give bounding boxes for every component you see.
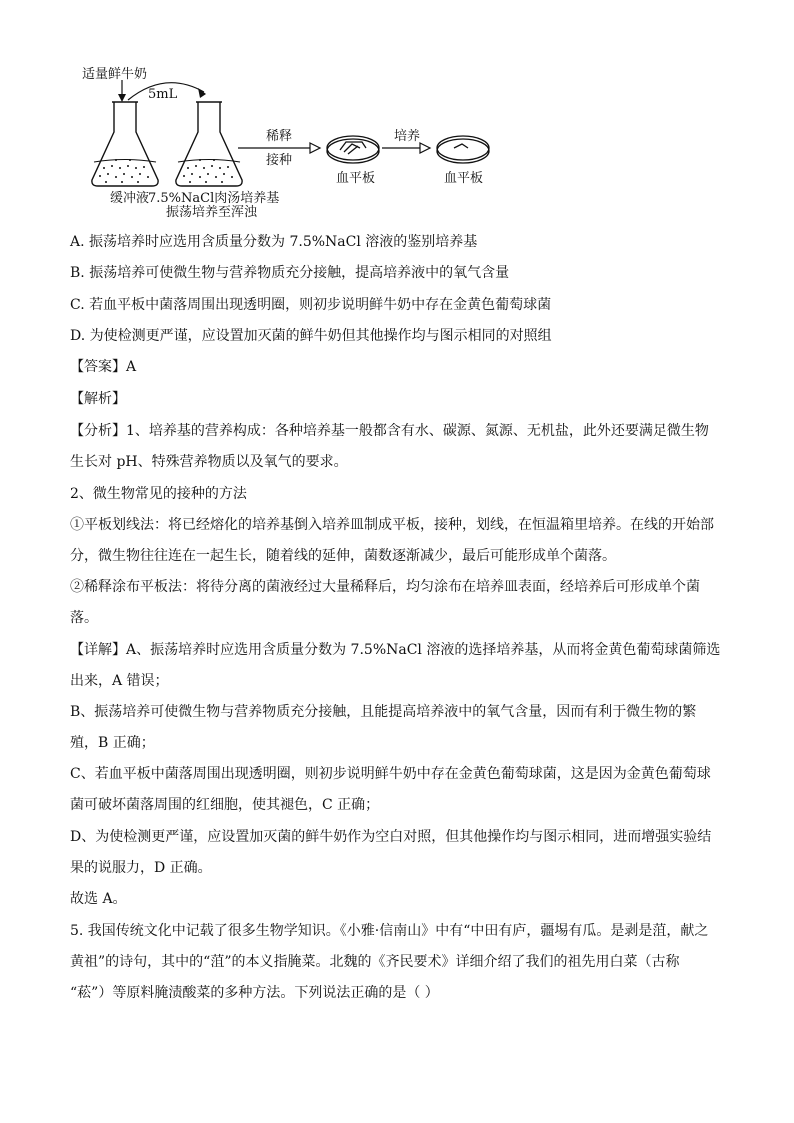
- answer-line: 【答案】A: [70, 359, 137, 375]
- option-b: B. 振荡培养可使微生物与营养物质充分接触，提高培养液中的氧气含量: [70, 265, 510, 281]
- broth-label-line1: 7.5%NaCl肉汤培养基: [148, 191, 280, 206]
- analysis-line: 落。: [70, 610, 98, 626]
- analysis-line: ①平板划线法：将已经熔化的培养基倒入培养皿制成平板，接种，划线，在恒温箱里培养。在线的开始部: [70, 517, 714, 533]
- analysis-line: 分，微生物往往连在一起生长，随着线的延伸，菌数逐渐减少，最后可能形成单个菌落。: [70, 548, 616, 564]
- analysis-line: 果的说服力，D 正确。: [70, 860, 212, 876]
- analysis-line: 【分析】1、培养基的营养构成：各种培养基一般都含有水、碳源、氮源、无机盐，此外还要满足微生物: [70, 423, 709, 439]
- dilute-label: 稀释: [266, 129, 293, 144]
- option-d: D. 为使检测更严谨，应设置加灭菌的鲜牛奶但其他操作均与图示相同的对照组: [70, 328, 552, 344]
- analysis-line: 生长对 pH、特殊营养物质以及氧气的要求。: [70, 454, 348, 470]
- buffer-flask-icon: [92, 102, 158, 186]
- analysis-line: B、振荡培养可使微生物与营养物质充分接触，且能提高培养液中的氧气含量，因而有利于微生物的繁: [70, 704, 697, 720]
- analysis-line: 2、微生物常见的接种的方法: [70, 486, 247, 502]
- plate-2-label: 血平板: [444, 171, 484, 186]
- analysis-line: ②稀释涂布平板法：将待分离的菌液经过大量稀释后，均匀涂布在培养皿表面，经培养后可形成单个菌: [70, 579, 700, 595]
- analysis-line: 菌可破坏菌落周围的红细胞，使其褪色，C 正确；: [70, 797, 380, 813]
- analysis-line: D、为使检测更严谨，应设置加灭菌的鲜牛奶作为空白对照，但其他操作均与图示相同，进而增强实验结: [70, 829, 712, 845]
- question-5-line: 5. 我国传统文化中记载了很多生物学知识。《小雅·信南山》中有“中田有庐，疆埸有瓜。是剥是菹，献之: [70, 923, 709, 939]
- buffer-level-icon: [94, 160, 156, 163]
- analysis-line: 故选 A。: [70, 891, 127, 907]
- broth-liquid-icon: [183, 159, 233, 183]
- option-c: C. 若血平板中菌落周围出现透明圈，则初步说明鲜牛奶中存在金黄色葡萄球菌: [70, 297, 552, 313]
- broth-flask-icon: [176, 102, 242, 186]
- buffer-liquid-icon: [99, 159, 149, 183]
- experiment-diagram: [70, 62, 510, 222]
- blood-plate-2-icon: [437, 136, 489, 163]
- question-5-line: 黄祖”的诗句，其中的“菹”的本义指腌菜。北魏的《齐民要术》详细介绍了我们的祖先用白菜（古称: [70, 954, 680, 970]
- analysis-line: 【详解】A、振荡培养时应选用含质量分数为 7.5%NaCl 溶液的选择培养基，从而将金黄色葡萄球菌筛选: [70, 642, 721, 658]
- option-a: A. 振荡培养时应选用含质量分数为 7.5%NaCl 溶液的鉴别培养基: [70, 234, 478, 250]
- analysis-line: 殖，B 正确；: [70, 735, 155, 751]
- buffer-label: 缓冲液: [110, 191, 150, 206]
- analysis-line: 出来，A 错误；: [70, 673, 169, 689]
- analysis-tag: 【解析】: [70, 391, 126, 407]
- milk-label: 适量鲜牛奶: [82, 67, 148, 82]
- blood-plate-1-icon: [327, 136, 379, 163]
- culture-arrow-icon: [382, 143, 430, 153]
- plate-1-label: 血平板: [336, 171, 376, 186]
- culture-label: 培养: [394, 129, 421, 144]
- volume-label: 5mL: [148, 87, 178, 102]
- analysis-line: C、若血平板中菌落周围出现透明圈，则初步说明鲜牛奶中存在金黄色葡萄球菌，这是因为金黄色葡萄球: [70, 766, 711, 782]
- question-5-line: “菘”）等原料腌渍酸菜的多种方法。下列说法正确的是（ ）: [70, 985, 439, 1001]
- broth-label-line2: 振荡培养至浑浊: [166, 205, 258, 220]
- dilute-inoculate-arrow-icon: [238, 143, 320, 153]
- inoculate-label: 接种: [266, 153, 293, 168]
- broth-level-icon: [178, 160, 240, 163]
